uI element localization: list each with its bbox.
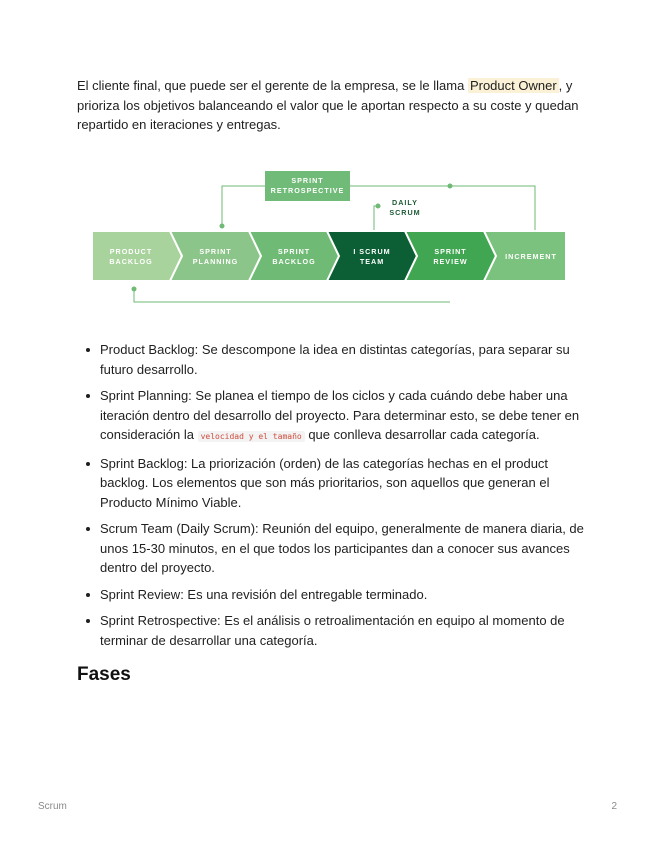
process-stages [92, 231, 566, 281]
list-item-text: Sprint Backlog: La priorización (orden) de las categorías hechas en el product backlog. Los elementos que son más prioritarios, son aquellos que generan el Producto Mínimo Viable. [100, 455, 550, 510]
backlog-return-line [134, 289, 450, 302]
section-heading-fases: Fases [77, 664, 131, 685]
retrospective-dot-right [448, 184, 453, 189]
daily-scrum-dot [376, 204, 381, 209]
intro-paragraph [77, 76, 582, 135]
retrospective-label-line1: SPRINT [291, 176, 324, 185]
scrum-elements-list [78, 340, 600, 657]
list-item-sprint-planning [100, 386, 600, 447]
stage-label-4-line2: REVIEW [433, 257, 468, 266]
list-item-text: que conlleva desarrollar cada categoría. [304, 427, 540, 442]
stage-label-3-line2: TEAM [359, 257, 385, 266]
daily-scrum-line [374, 206, 378, 231]
stage-chevron-3 [327, 231, 417, 281]
list-item-text: Sprint Planning: Se planea el tiempo de los ciclos y cada cuándo debe haber una iteración dentro del desarrollo del proyecto. Para determinar esto, se debe tener en consideración la [100, 388, 580, 442]
product-owner-highlight: Product Owner [469, 78, 557, 93]
intro-text-before: El cliente final, que puede ser el gerente de la empresa, se le llama [77, 78, 468, 93]
retrospective-dot-left [220, 224, 225, 229]
stage-label-0-line2: BACKLOG [109, 257, 153, 266]
stage-label-5-line1: INCREMENT [505, 252, 557, 261]
list-item-sprint-review [100, 585, 600, 605]
stage-label-1-line2: PLANNING [192, 257, 239, 266]
stage-label-2-line1: SPRINT [277, 247, 311, 256]
list-item-text: Sprint Review: Es una revisión del entregable terminado. [100, 586, 428, 602]
footer-page-number: 2 [611, 801, 617, 812]
list-item-sprint-retrospective [100, 611, 600, 650]
list-item-product-backlog [100, 340, 600, 379]
stage-label-0-line1: PRODUCT [109, 247, 153, 256]
stage-label-2-line2: BACKLOG [272, 257, 316, 266]
stage-label-4-line1: SPRINT [434, 247, 467, 256]
stage-label-3-line1: I SCRUM [353, 247, 391, 256]
daily-label-line1: DAILY [392, 198, 418, 207]
intro-text-after: , y prioriza los objetivos balanceando el valor que le aportan respecto a su coste y quedan repartido en iteraciones y entregas. [77, 78, 579, 132]
stage-chevron-1 [170, 231, 261, 281]
retrospective-label-line2: RETROSPECTIVE [270, 186, 345, 195]
sprint-retrospective-box [265, 171, 350, 201]
list-item-scrum-team [100, 519, 600, 578]
stage-label-1-line1: SPRINT [199, 247, 232, 256]
backlog-return-dot [132, 287, 137, 292]
retrospective-right-line [350, 186, 535, 231]
daily-scrum-label [389, 198, 420, 217]
stage-chevron-4 [405, 231, 496, 281]
daily-label-line2: SCRUM [389, 208, 421, 217]
list-item-text: Scrum Team (Daily Scrum): Reunión del equipo, generalmente de manera diaria, de unos 15-30 minutos, en el que todos los participantes dan a conocer sus avances dentro del proyecto. [100, 521, 584, 575]
list-item-sprint-backlog [100, 454, 600, 513]
scrum-process-diagram [92, 168, 566, 308]
footer-document-title: Scrum [38, 801, 67, 812]
stage-chevron-0 [92, 231, 182, 281]
list-item-text: Product Backlog: Se descompone la idea en distintas categorías, para separar su futuro desarrollo. [100, 342, 570, 377]
list-item-text: Sprint Retrospective: Es el análisis o retroalimentación en equipo al momento de terminar de desarrollar una categoría. [100, 613, 565, 648]
stage-chevron-2 [249, 231, 339, 281]
inline-code: velocidad y el tamaño [198, 431, 305, 442]
retrospective-loop-line [222, 186, 265, 226]
